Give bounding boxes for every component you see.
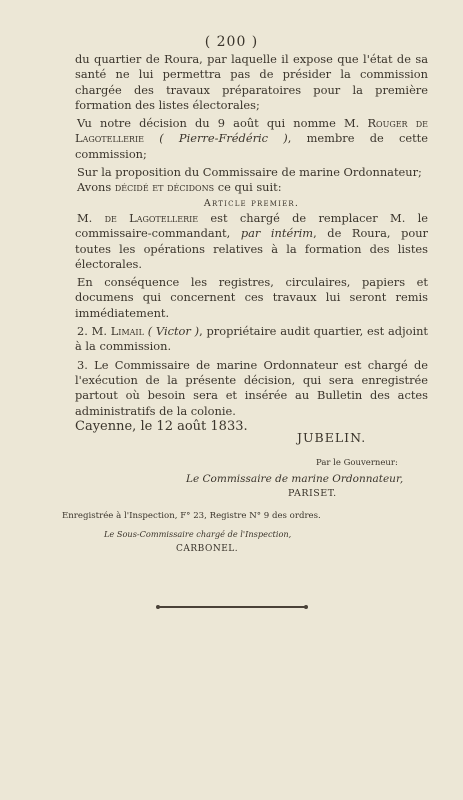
sous-commissaire-title: Le Sous-Commissaire chargé de l'Inspection, xyxy=(104,529,292,539)
p4-text-b: ce qui suit: xyxy=(217,180,282,195)
signature-jubelin: JUBELIN. xyxy=(297,430,367,445)
p7-name: Limail xyxy=(110,324,144,339)
end-rule xyxy=(158,606,306,608)
p5-text-c: , de Roura, pour toutes les opérations relatives à la formation des listes électorales. xyxy=(75,226,428,271)
p2-name: Rouger de Lagotellerie xyxy=(75,116,428,146)
p4-text-a: Avons xyxy=(77,180,112,195)
paragraph-3: Sur la proposition du Commissaire de marine Ordonnateur; xyxy=(77,165,422,180)
paragraph-7 xyxy=(75,324,428,355)
date-line: Cayenne, le 12 août 1833. xyxy=(75,418,248,434)
p2-firstname: ( Pierre-Frédéric ) xyxy=(159,131,288,146)
commissaire-title: Le Commissaire de marine Ordonnateur, xyxy=(186,473,404,485)
p2-text-a: Vu notre décision du 9 août qui nomme M. xyxy=(77,116,360,131)
paragraph-8: 3. Le Commissaire de marine Ordonnateur est chargé de l'exécution de la présente décision, qui sera enregistrée partout où besoin sera et insérée au Bulletin des actes administratifs de la colonie. xyxy=(75,357,428,418)
p4-smallcaps: décidé et décidons xyxy=(114,180,215,195)
p5-italic: par intérim xyxy=(240,226,314,241)
par-le-gouverneur: Par le Gouverneur: xyxy=(316,458,398,468)
p7-text-b: , propriétaire audit quartier, est adjoint à la commission. xyxy=(75,324,429,354)
body-text xyxy=(75,52,428,434)
registration-line: Enregistrée à l'Inspection, F° 23, Registre N° 9 des ordres. xyxy=(62,511,321,521)
paragraph-1: du quartier de Roura, par laquelle il expose que l'état de sa santé ne lui permettra pas de présider la commission chargée des travaux préparatoires pour la première formation des listes électorales; xyxy=(75,52,428,112)
p5-name: de Lagotellerie xyxy=(104,210,199,225)
p7-italic: ( Victor ) xyxy=(147,324,200,339)
p5-text-a: M. xyxy=(77,210,93,225)
p2-text-b: , membre de cette commission; xyxy=(75,131,429,161)
paragraph-5 xyxy=(75,211,428,272)
paragraph-2 xyxy=(75,116,428,162)
p5-text-b: est chargé de remplacer M. le commissaire-commandant, xyxy=(75,210,428,241)
p7-text-a: 2. M. xyxy=(77,324,107,339)
page-number: ( 200 ) xyxy=(204,34,259,50)
signature-pariset: PARISET. xyxy=(288,488,337,499)
paragraph-4 xyxy=(75,180,428,195)
signature-carbonel: CARBONEL. xyxy=(176,544,239,554)
article-heading: Article premier. xyxy=(203,197,300,209)
paragraph-6: En conséquence les registres, circulaires, papiers et documens qui concernent ces travaux lui seront remis immédiatement. xyxy=(75,275,428,320)
